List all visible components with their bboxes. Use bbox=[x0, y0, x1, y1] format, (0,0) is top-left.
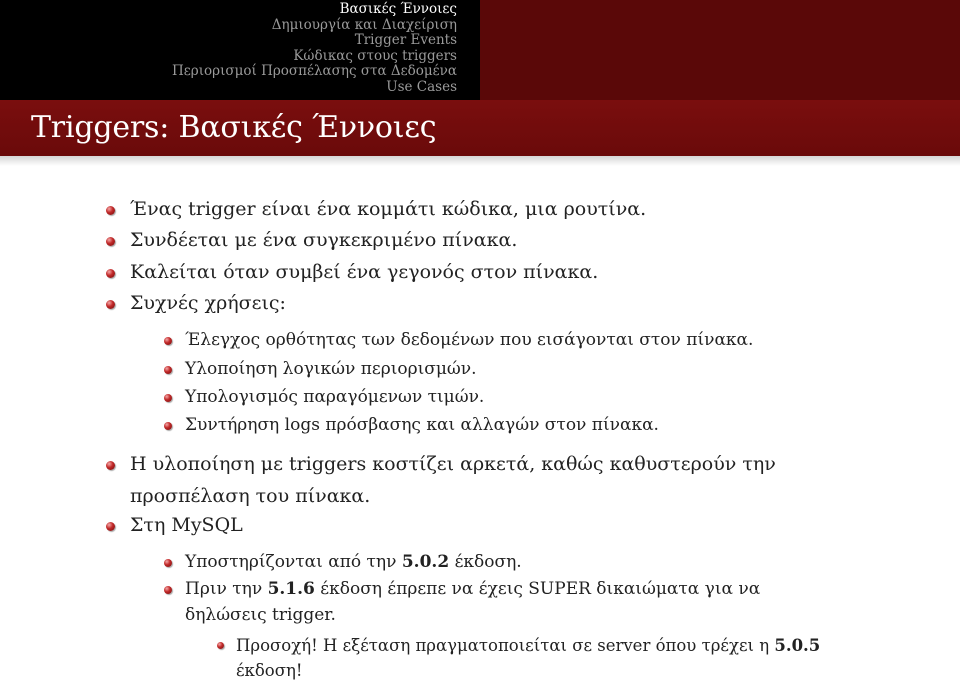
bullet-ball-icon bbox=[164, 559, 172, 567]
bullet-ball-icon bbox=[106, 522, 115, 531]
sub-list-item bbox=[185, 575, 760, 603]
bullet-ball-icon bbox=[164, 337, 172, 345]
bullet-ball-icon bbox=[106, 300, 115, 309]
sub-sub-list-item-text: Προσοχή! Η εξέταση πραγματοποιείται σε server όπου τρέχει η bbox=[236, 636, 775, 655]
sub-sub-list-item bbox=[236, 632, 820, 659]
sub-list-item-continuation: δηλώσεις trigger. bbox=[185, 605, 336, 625]
nav-item-creation-management[interactable]: Δημιουργία και Διαχείριση bbox=[271, 16, 457, 33]
sub-list-item: Υπολογισμός παραγόμενων τιμών. bbox=[185, 387, 485, 407]
bullet-ball-icon bbox=[164, 586, 172, 594]
list-item: Συνδέεται με ένα συγκεκριμένο πίνακα. bbox=[130, 229, 518, 251]
nav-item-trigger-code[interactable]: Κώδικας στους triggers bbox=[293, 47, 457, 64]
sub-list-item-text: Πριν την bbox=[185, 579, 268, 599]
sub-list-item-text: έκδοση. bbox=[449, 552, 522, 572]
nav-item-data-access-restrictions[interactable]: Περιορισμοί Προσπέλασης στα Δεδομένα bbox=[172, 63, 457, 79]
bullet-ball-icon bbox=[106, 461, 115, 470]
bullet-ball-icon bbox=[164, 366, 172, 374]
list-item: Συχνές χρήσεις: bbox=[130, 292, 286, 314]
bullet-ball-icon bbox=[106, 237, 115, 246]
version-number: 5.1.6 bbox=[267, 579, 315, 599]
version-number: 5.0.2 bbox=[401, 552, 450, 572]
frame-title: Triggers: Βασικές Έννοιες bbox=[31, 110, 437, 145]
list-item: Στη MySQL bbox=[130, 514, 243, 536]
list-item: Ένας trigger είναι ένα κομμάτι κώδικα, μια ρουτίνα. bbox=[130, 198, 647, 220]
list-item: Η υλοποίηση με triggers κοστίζει αρκετά, καθώς καθυστερούν την bbox=[130, 453, 776, 475]
nav-item-basic-concepts[interactable]: Βασικές Έννοιες bbox=[339, 1, 457, 17]
bullet-ball-icon bbox=[106, 269, 115, 278]
sub-list-item: Υλοποίηση λογικών περιορισμών. bbox=[185, 359, 477, 379]
bullet-ball-icon bbox=[164, 394, 172, 402]
list-item-continuation: προσπέλαση του πίνακα. bbox=[130, 485, 371, 507]
nav-item-trigger-events[interactable]: Trigger Events bbox=[354, 32, 457, 48]
sub-list-item-text: έκδοση έπρεπε να έχεις SUPER δικαιώματα για να bbox=[314, 579, 761, 599]
sub-list-item: Συντήρηση logs πρόσβασης και αλλαγών στον πίνακα. bbox=[185, 415, 659, 435]
version-number: 5.0.5 bbox=[774, 636, 821, 655]
bullet-ball-icon bbox=[164, 422, 172, 430]
bullet-ball-icon bbox=[106, 206, 115, 215]
nav-item-use-cases[interactable]: Use Cases bbox=[386, 78, 457, 95]
sub-list-item-text: Υποστηρίζονται από την bbox=[185, 552, 402, 572]
sub-list-item: Έλεγχος ορθότητας των δεδομένων που εισάγονται στον πίνακα. bbox=[185, 330, 754, 350]
bullet-ball-icon bbox=[217, 642, 224, 649]
list-item: Καλείται όταν συμβεί ένα γεγονός στον πίνακα. bbox=[130, 261, 599, 283]
sub-sub-list-item-continuation: έκδοση! bbox=[236, 661, 303, 680]
sub-list-item bbox=[185, 548, 522, 576]
